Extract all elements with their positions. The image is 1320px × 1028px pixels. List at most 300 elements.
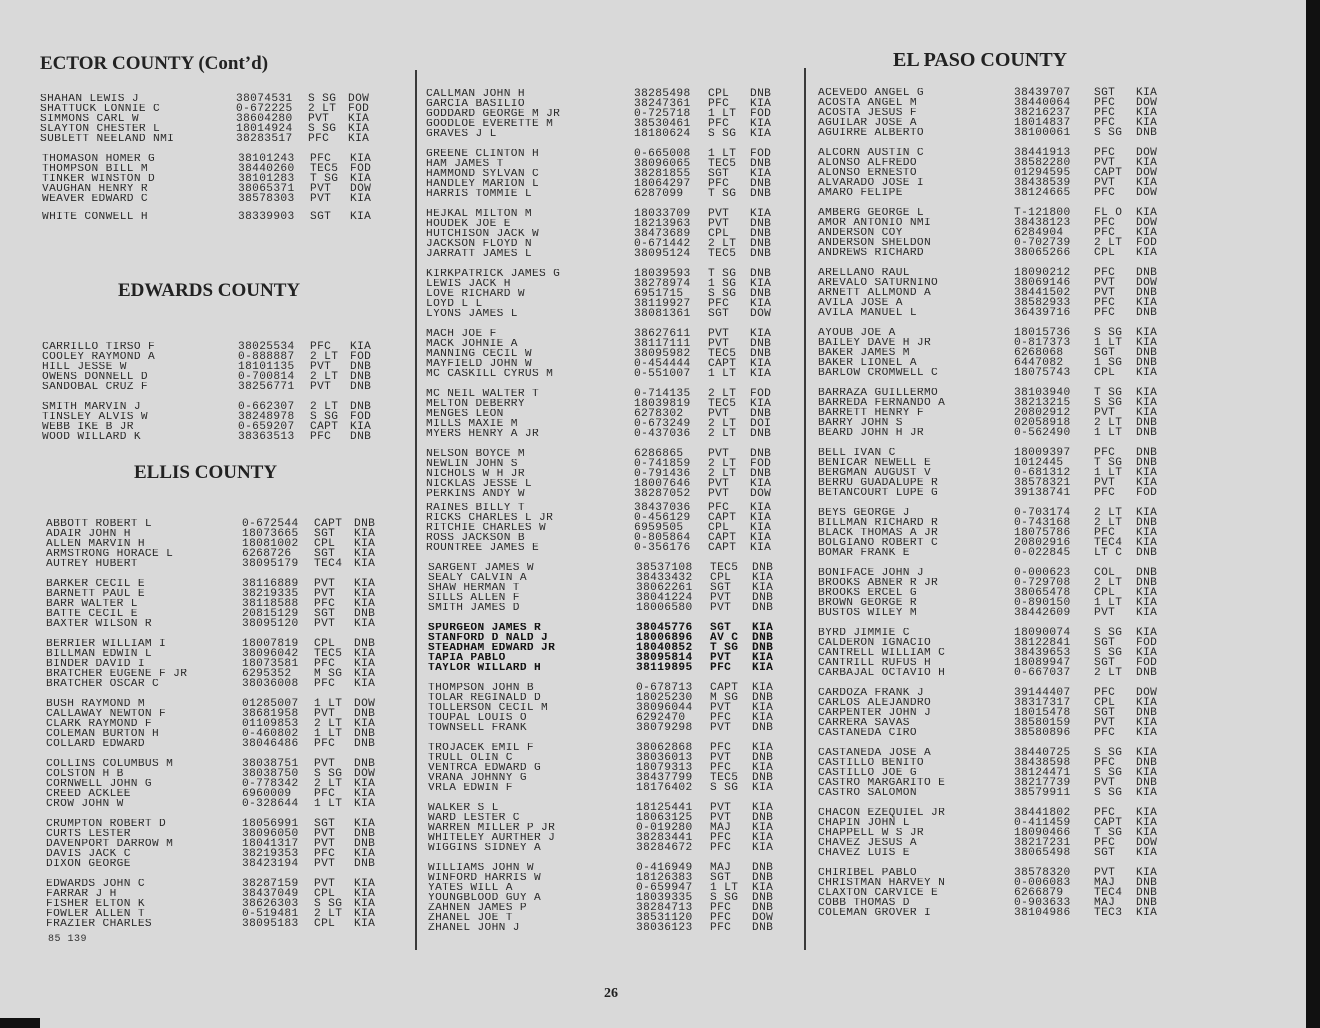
casualty-status: KIA	[354, 778, 376, 791]
soldier-name: CLAXTON CARVICE E	[818, 888, 939, 899]
service-number: 38096042	[242, 648, 299, 661]
soldier-name: STANFORD D NALD J	[428, 633, 549, 644]
rank: 1 LT	[708, 148, 737, 160]
casualty-status: KIA	[350, 211, 372, 223]
service-number: 0-006083	[1014, 877, 1071, 890]
soldier-name: ALLEN MARVIN H	[46, 539, 145, 550]
rank: PVT	[1094, 477, 1116, 490]
service-number: 38095183	[242, 918, 299, 931]
soldier-name: VRANA JOHNNY G	[428, 773, 527, 784]
rank: PFC	[314, 738, 336, 751]
soldier-name: ACOSTA JESUS F	[818, 108, 917, 119]
soldier-name: SIMMONS CARL W	[40, 114, 139, 125]
service-number: 0-673249	[634, 418, 691, 431]
rank: PFC	[314, 598, 336, 611]
rank: 1 LT	[710, 882, 739, 895]
rank: S SG	[314, 898, 343, 911]
rank: TEC4	[314, 558, 343, 571]
casualty-row	[40, 124, 388, 134]
casualty-status: DNB	[752, 562, 774, 574]
rank: PVT	[1094, 177, 1116, 190]
rank: PFC	[708, 502, 730, 514]
casualty-row	[428, 843, 792, 853]
casualty-list-block	[818, 868, 1176, 918]
casualty-row	[818, 838, 1176, 848]
rank: CPL	[1094, 697, 1116, 710]
soldier-name: BAILEY DAVE H JR	[818, 338, 932, 349]
casualty-status: KIA	[1136, 327, 1158, 339]
rank: 2 LT	[1094, 237, 1123, 250]
casualty-row	[426, 543, 790, 553]
rank: PVT	[708, 448, 730, 460]
service-number: 38626303	[242, 898, 299, 911]
soldier-name: BINDER DAVID I	[46, 659, 145, 670]
soldier-name: COLLINS COLUMBUS M	[46, 759, 174, 770]
county-heading-ector: ECTOR COUNTY (Cont’d)	[40, 53, 269, 74]
soldier-name: CASTILLO JOE G	[818, 768, 917, 779]
casualty-row	[818, 748, 1176, 758]
service-number: 18213963	[634, 218, 691, 231]
casualty-status: DNB	[1136, 567, 1158, 579]
service-number: 0-778342	[242, 778, 299, 791]
soldier-name: WHITE CONWELL H	[42, 212, 148, 223]
casualty-row	[818, 448, 1176, 458]
soldier-name: COLEMAN BURTON H	[46, 729, 160, 740]
casualty-list-block	[46, 579, 394, 629]
soldier-name: CHIRIBEL PABLO	[818, 868, 917, 879]
service-number: 38580159	[1014, 717, 1071, 730]
soldier-name: BARRAZA GUILLERMO	[818, 388, 939, 399]
casualty-status: KIA	[1136, 227, 1158, 240]
rank: PFC	[1094, 727, 1116, 740]
casualty-status: DOW	[350, 183, 372, 196]
soldier-name: CASTILLO BENITO	[818, 758, 924, 769]
casualty-status: FOD	[750, 108, 772, 121]
casualty-row	[42, 372, 390, 382]
casualty-row	[818, 308, 1176, 318]
casualty-row	[46, 619, 394, 629]
rank: PVT	[710, 722, 732, 735]
casualty-row	[818, 468, 1176, 478]
rank: S SG	[1094, 397, 1123, 410]
soldier-name: TOWNSELL FRANK	[428, 723, 527, 734]
soldier-name: BEYS GEORGE J	[818, 508, 910, 519]
soldier-name: FISHER ELTON K	[46, 899, 145, 910]
soldier-name: CARPENTER JOHN J	[818, 708, 932, 719]
rank: TEC5	[708, 348, 737, 361]
casualty-row	[46, 519, 394, 529]
casualty-row	[818, 688, 1176, 698]
service-number: 38604280	[236, 113, 293, 126]
casualty-status: DNB	[354, 858, 376, 871]
casualty-status: DNB	[350, 361, 372, 374]
soldier-name: ZHANEL JOE T	[428, 913, 513, 924]
service-number: 38038750	[242, 768, 299, 781]
casualty-status: KIA	[750, 168, 772, 181]
rank: TEC5	[710, 772, 739, 785]
rank: PFC	[1094, 527, 1116, 540]
casualty-status: KIA	[1136, 477, 1158, 490]
soldier-name: EDWARDS JOHN C	[46, 879, 145, 890]
soldier-name: GOODLOE EVERETTE M	[426, 119, 554, 130]
casualty-row	[818, 348, 1176, 358]
soldier-name: ADAIR JOHN H	[46, 529, 131, 540]
service-number: 0-519481	[242, 908, 299, 921]
casualty-row	[46, 839, 394, 849]
casualty-status: DNB	[750, 468, 772, 481]
service-number: 38441802	[1014, 807, 1071, 819]
service-number: 6266879	[1014, 887, 1064, 900]
casualty-status: KIA	[750, 502, 772, 514]
casualty-status: DOW	[1136, 217, 1158, 230]
soldier-name: ZAHNEN JAMES P	[428, 903, 527, 914]
casualty-status: KIA	[1136, 817, 1158, 830]
rank: SGT	[1094, 347, 1116, 360]
soldier-name: NEWLIN JOHN S	[426, 459, 518, 470]
soldier-name: ACOSTA ANGEL M	[818, 98, 917, 109]
casualty-status: DOW	[1136, 277, 1158, 290]
casualty-row	[42, 352, 390, 362]
casualty-row	[818, 898, 1176, 908]
casualty-row	[46, 729, 394, 739]
casualty-status: KIA	[752, 702, 774, 715]
soldier-name: MILLS MAXIE M	[426, 419, 518, 430]
casualty-status: KIA	[750, 398, 772, 411]
service-number: 01285007	[242, 698, 299, 710]
casualty-status: KIA	[752, 582, 774, 595]
rank: PFC	[308, 133, 330, 146]
casualty-list-block	[46, 519, 394, 569]
soldier-name: GODDARD GEORGE M JR	[426, 109, 561, 120]
casualty-status: KIA	[1136, 747, 1158, 759]
soldier-name: LOVE RICHARD W	[426, 289, 525, 300]
service-number: 38440725	[1014, 747, 1071, 759]
service-number: 38285498	[634, 88, 691, 100]
service-number: 38278974	[634, 278, 691, 291]
soldier-name: HAM JAMES T	[426, 159, 504, 170]
casualty-row	[818, 188, 1176, 198]
rank: 1 LT	[314, 728, 343, 741]
casualty-row	[818, 828, 1176, 838]
soldier-name: CARRERA SAVAS	[818, 718, 910, 729]
soldier-name: JACKSON FLOYD N	[426, 239, 532, 250]
rank: 1 LT	[314, 698, 343, 710]
service-number: 0-725718	[634, 108, 691, 121]
casualty-row	[46, 849, 394, 859]
rank: 1 SG	[1094, 357, 1123, 370]
service-number: 18014924	[236, 123, 293, 136]
casualty-list-block	[46, 639, 394, 689]
rank: PVT	[1094, 867, 1116, 879]
service-number: 38580896	[1014, 727, 1071, 740]
soldier-name: CANTRELL WILLIAM C	[818, 648, 946, 659]
casualty-row	[818, 648, 1176, 658]
casualty-status: KIA	[350, 341, 372, 353]
rank: SGT	[1094, 637, 1116, 650]
casualty-row	[428, 563, 792, 573]
rank: TEC4	[1094, 887, 1123, 900]
casualty-status: DNB	[752, 892, 774, 905]
casualty-status: DNB	[750, 238, 772, 251]
soldier-name: CHAPPELL W S JR	[818, 828, 924, 839]
rank: SGT	[1094, 87, 1116, 99]
casualty-list-block	[46, 699, 394, 749]
casualty-row	[428, 923, 792, 933]
casualty-row	[818, 208, 1176, 218]
soldier-name: BAXTER WILSON R	[46, 619, 152, 630]
casualty-status: KIA	[1136, 337, 1158, 350]
soldier-name: MANNING CECIL W	[426, 349, 532, 360]
service-number: 0-678713	[636, 682, 693, 694]
rank: PVT	[708, 408, 730, 421]
casualty-status: DNB	[752, 602, 774, 615]
casualty-status: KIA	[750, 208, 772, 220]
casualty-status: DOW	[1136, 97, 1158, 110]
casualty-status: KIA	[1136, 297, 1158, 310]
service-number: 38038751	[242, 758, 299, 770]
soldier-name: CHAPIN JOHN L	[818, 818, 910, 829]
soldier-name: BETANCOURT LUPE G	[818, 488, 939, 499]
county-heading-edwards: EDWARDS COUNTY	[118, 280, 301, 301]
service-number: 38363513	[238, 431, 295, 444]
soldier-name: VAUGHAN HENRY R	[42, 184, 148, 195]
rank: S SG	[308, 123, 337, 136]
rank: S SG	[1094, 627, 1123, 639]
service-number: 6268726	[242, 548, 292, 561]
casualty-list-block	[428, 863, 792, 933]
casualty-row	[818, 548, 1176, 558]
rank: 2 LT	[708, 428, 737, 441]
rank: PFC	[710, 662, 732, 675]
casualty-row	[818, 368, 1176, 378]
casualty-status: KIA	[348, 133, 370, 146]
rank: S SG	[1094, 127, 1123, 140]
casualty-row	[818, 398, 1176, 408]
casualty-row	[818, 298, 1176, 308]
service-number: 38537108	[636, 562, 693, 574]
casualty-row	[818, 418, 1176, 428]
soldier-name: TAYLOR WILLARD H	[428, 663, 542, 674]
casualty-status: KIA	[354, 528, 376, 541]
soldier-name: WEAVER EDWARD C	[42, 194, 148, 205]
service-number: 0-805864	[634, 532, 691, 545]
service-number: 20815129	[242, 608, 299, 621]
soldier-name: STEADHAM EDWARD JR	[428, 643, 556, 654]
casualty-status: FOD	[750, 388, 772, 400]
soldier-name: HAMMOND SYLVAN C	[426, 169, 540, 180]
casualty-row	[818, 878, 1176, 888]
casualty-status: KIA	[354, 598, 376, 611]
soldier-name: GREENE CLINTON H	[426, 149, 540, 160]
casualty-status: DNB	[354, 708, 376, 721]
rank: SGT	[710, 582, 732, 595]
casualty-row	[46, 599, 394, 609]
soldier-name: WIGGINS SIDNEY A	[428, 843, 542, 854]
service-number: 38065478	[1014, 587, 1071, 600]
service-number: 38438598	[1014, 757, 1071, 770]
casualty-status: KIA	[750, 368, 772, 381]
rank: SGT	[1094, 847, 1116, 860]
service-number: 39144407	[1014, 687, 1071, 699]
service-number: 38219353	[242, 848, 299, 861]
soldier-name: AGUILAR JOSE A	[818, 118, 917, 129]
casualty-status: KIA	[1136, 207, 1158, 219]
casualty-status: DOI	[750, 418, 772, 431]
casualty-status: KIA	[1136, 537, 1158, 550]
casualty-status: KIA	[750, 278, 772, 291]
service-number: 6268068	[1014, 347, 1064, 360]
casualty-row	[818, 528, 1176, 538]
rank: 2 LT	[314, 908, 343, 921]
casualty-list-block	[42, 154, 390, 204]
casualty-row	[818, 778, 1176, 788]
soldier-name: BELL IVAN C	[818, 448, 896, 459]
casualty-list-block	[818, 148, 1176, 198]
casualty-status: KIA	[354, 588, 376, 601]
rank: PVT	[314, 838, 336, 851]
soldier-name: ALONSO ERNESTO	[818, 168, 917, 179]
rank: MAJ	[710, 862, 732, 874]
soldier-name: TOUPAL LOUIS O	[428, 713, 527, 724]
rank: TEC5	[310, 163, 339, 176]
casualty-row	[818, 88, 1176, 98]
service-number: 0-817373	[1014, 337, 1071, 350]
rank: CPL	[708, 522, 730, 535]
soldier-name: KIRKPATRICK JAMES G	[426, 269, 561, 280]
page-number: 26	[604, 986, 618, 1001]
service-number: 0-662307	[238, 401, 295, 413]
service-number: 38036013	[636, 752, 693, 765]
casualty-status: KIA	[1136, 177, 1158, 190]
casualty-status: DNB	[750, 428, 772, 441]
casualty-row	[818, 538, 1176, 548]
casualty-status: DNB	[354, 838, 376, 851]
soldier-name: MACK JOHNIE A	[426, 339, 518, 350]
rank: 2 LT	[708, 468, 737, 481]
casualty-status: DNB	[350, 381, 372, 394]
casualty-list-block	[426, 449, 790, 499]
casualty-row	[818, 98, 1176, 108]
casualty-row	[818, 508, 1176, 518]
casualty-status: DNB	[750, 248, 772, 261]
soldier-name: TRULL OLIN C	[428, 753, 513, 764]
casualty-status: DNB	[1136, 517, 1158, 530]
casualty-row	[42, 194, 390, 204]
casualty-status: DNB	[1136, 777, 1158, 790]
casualty-status: KIA	[1136, 727, 1158, 740]
casualty-list-block	[426, 503, 790, 553]
casualty-status: DNB	[752, 632, 774, 645]
rank: 1 LT	[1094, 467, 1123, 480]
soldier-name: CANTRILL RUFUS H	[818, 658, 932, 669]
casualty-status: DOW	[354, 768, 376, 781]
casualty-list-block	[46, 879, 394, 929]
service-number: 38579911	[1014, 787, 1071, 800]
soldier-name: TINSLEY ALVIS W	[42, 412, 148, 423]
soldier-name: CALLMAN JOHN H	[426, 89, 525, 100]
soldier-name: AMOR ANTONIO NMI	[818, 218, 932, 229]
rank: S SG	[310, 411, 339, 424]
rank: PVT	[1094, 277, 1116, 290]
service-number: 38442609	[1014, 607, 1071, 620]
casualty-status: KIA	[354, 798, 376, 811]
service-number: 0-903633	[1014, 897, 1071, 910]
rank: CPL	[314, 918, 336, 931]
rank: PVT	[1094, 607, 1116, 620]
soldier-name: CARBAJAL OCTAVIO H	[818, 668, 946, 679]
service-number: 18015736	[1014, 327, 1071, 339]
casualty-status: FOD	[1136, 657, 1158, 670]
soldier-name: WINFORD HARRIS W	[428, 873, 542, 884]
casualty-status: DNB	[1136, 547, 1158, 560]
casualty-status: KIA	[750, 478, 772, 491]
service-number: 38339903	[238, 211, 295, 223]
service-number: 18041317	[242, 838, 299, 851]
rank: PFC	[310, 153, 332, 165]
rank: PFC	[310, 431, 332, 444]
soldier-name: FARRAR J H	[46, 889, 117, 900]
rank: PFC	[1094, 687, 1116, 699]
service-number: 38124665	[1014, 187, 1071, 200]
casualty-row	[428, 863, 792, 873]
casualty-list-block	[46, 759, 394, 809]
casualty-row	[46, 909, 394, 919]
service-number: 0-700814	[238, 371, 295, 384]
casualty-row	[46, 819, 394, 829]
service-number: 18040852	[636, 642, 693, 655]
rank: T SG	[710, 642, 739, 655]
rank: PFC	[1094, 837, 1116, 850]
rank: SGT	[1094, 707, 1116, 720]
casualty-row	[818, 168, 1176, 178]
service-number: 38095124	[634, 248, 691, 261]
casualty-status: KIA	[354, 538, 376, 551]
casualty-list-block	[428, 563, 792, 613]
soldier-name: BRATCHER OSCAR C	[46, 679, 160, 690]
casualty-status: DOW	[750, 308, 772, 321]
service-number: 38531120	[636, 912, 693, 925]
service-number: 38036123	[636, 922, 693, 935]
service-number: 38062868	[636, 742, 693, 754]
casualty-status: KIA	[1136, 247, 1158, 260]
rank: PFC	[1094, 217, 1116, 230]
rank: CPL	[1094, 247, 1116, 260]
casualty-status: KIA	[1136, 117, 1158, 130]
rank: S SG	[1094, 647, 1123, 660]
casualty-status: KIA	[1136, 467, 1158, 480]
casualty-row	[426, 309, 790, 319]
soldier-name: AUTREY HUBERT	[46, 559, 138, 570]
casualty-status: DNB	[354, 518, 376, 530]
soldier-name: BOLGIANO ROBERT C	[818, 538, 939, 549]
rank: 2 LT	[308, 103, 337, 116]
soldier-name: BATTE CECIL E	[46, 609, 138, 620]
service-number: 18089947	[1014, 657, 1071, 670]
rank: 2 LT	[1094, 417, 1123, 430]
service-number: 38440260	[238, 163, 295, 176]
casualty-list-block	[426, 329, 790, 379]
casualty-status: KIA	[1136, 587, 1158, 600]
casualty-row	[426, 479, 790, 489]
service-number: 6292470	[636, 712, 686, 725]
casualty-status: DNB	[1136, 757, 1158, 770]
soldier-name: GARCIA BASILIO	[426, 99, 525, 110]
service-number: 38438123	[1014, 217, 1071, 230]
rank: 2 LT	[1094, 667, 1123, 680]
casualty-status: DNB	[1136, 447, 1158, 459]
service-number: 38217739	[1014, 777, 1071, 790]
casualty-status: DNB	[750, 448, 772, 460]
